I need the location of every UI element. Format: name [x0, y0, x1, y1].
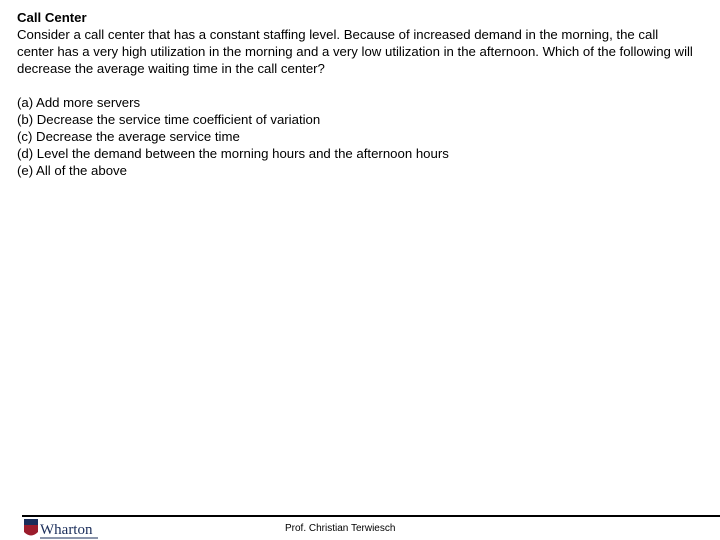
option-c: (c) Decrease the average service time	[17, 129, 240, 144]
slide-content	[17, 9, 697, 179]
logo-wordmark: Wharton	[40, 522, 93, 538]
option-a: (a) Add more servers	[17, 95, 141, 110]
author-credit: Prof. Christian Terwiesch	[285, 523, 396, 534]
option-d: (d) Level the demand between the morning hours and the afternoon hours	[17, 146, 449, 161]
footer-divider	[22, 515, 720, 517]
option-e: (e) All of the above	[17, 163, 127, 178]
slide-title: Call Center	[17, 10, 87, 25]
wharton-logo	[24, 518, 114, 540]
question-text: Consider a call center that has a constant staffing level. Because of increased demand in the morning, the call center has a very high utilization in the morning and a very low utilization in the afternoon. Which of the following will decrease the average waiting time in the call center?	[17, 27, 693, 76]
answer-options	[17, 94, 697, 179]
option-b: (b) Decrease the service time coefficient of variation	[17, 112, 321, 127]
